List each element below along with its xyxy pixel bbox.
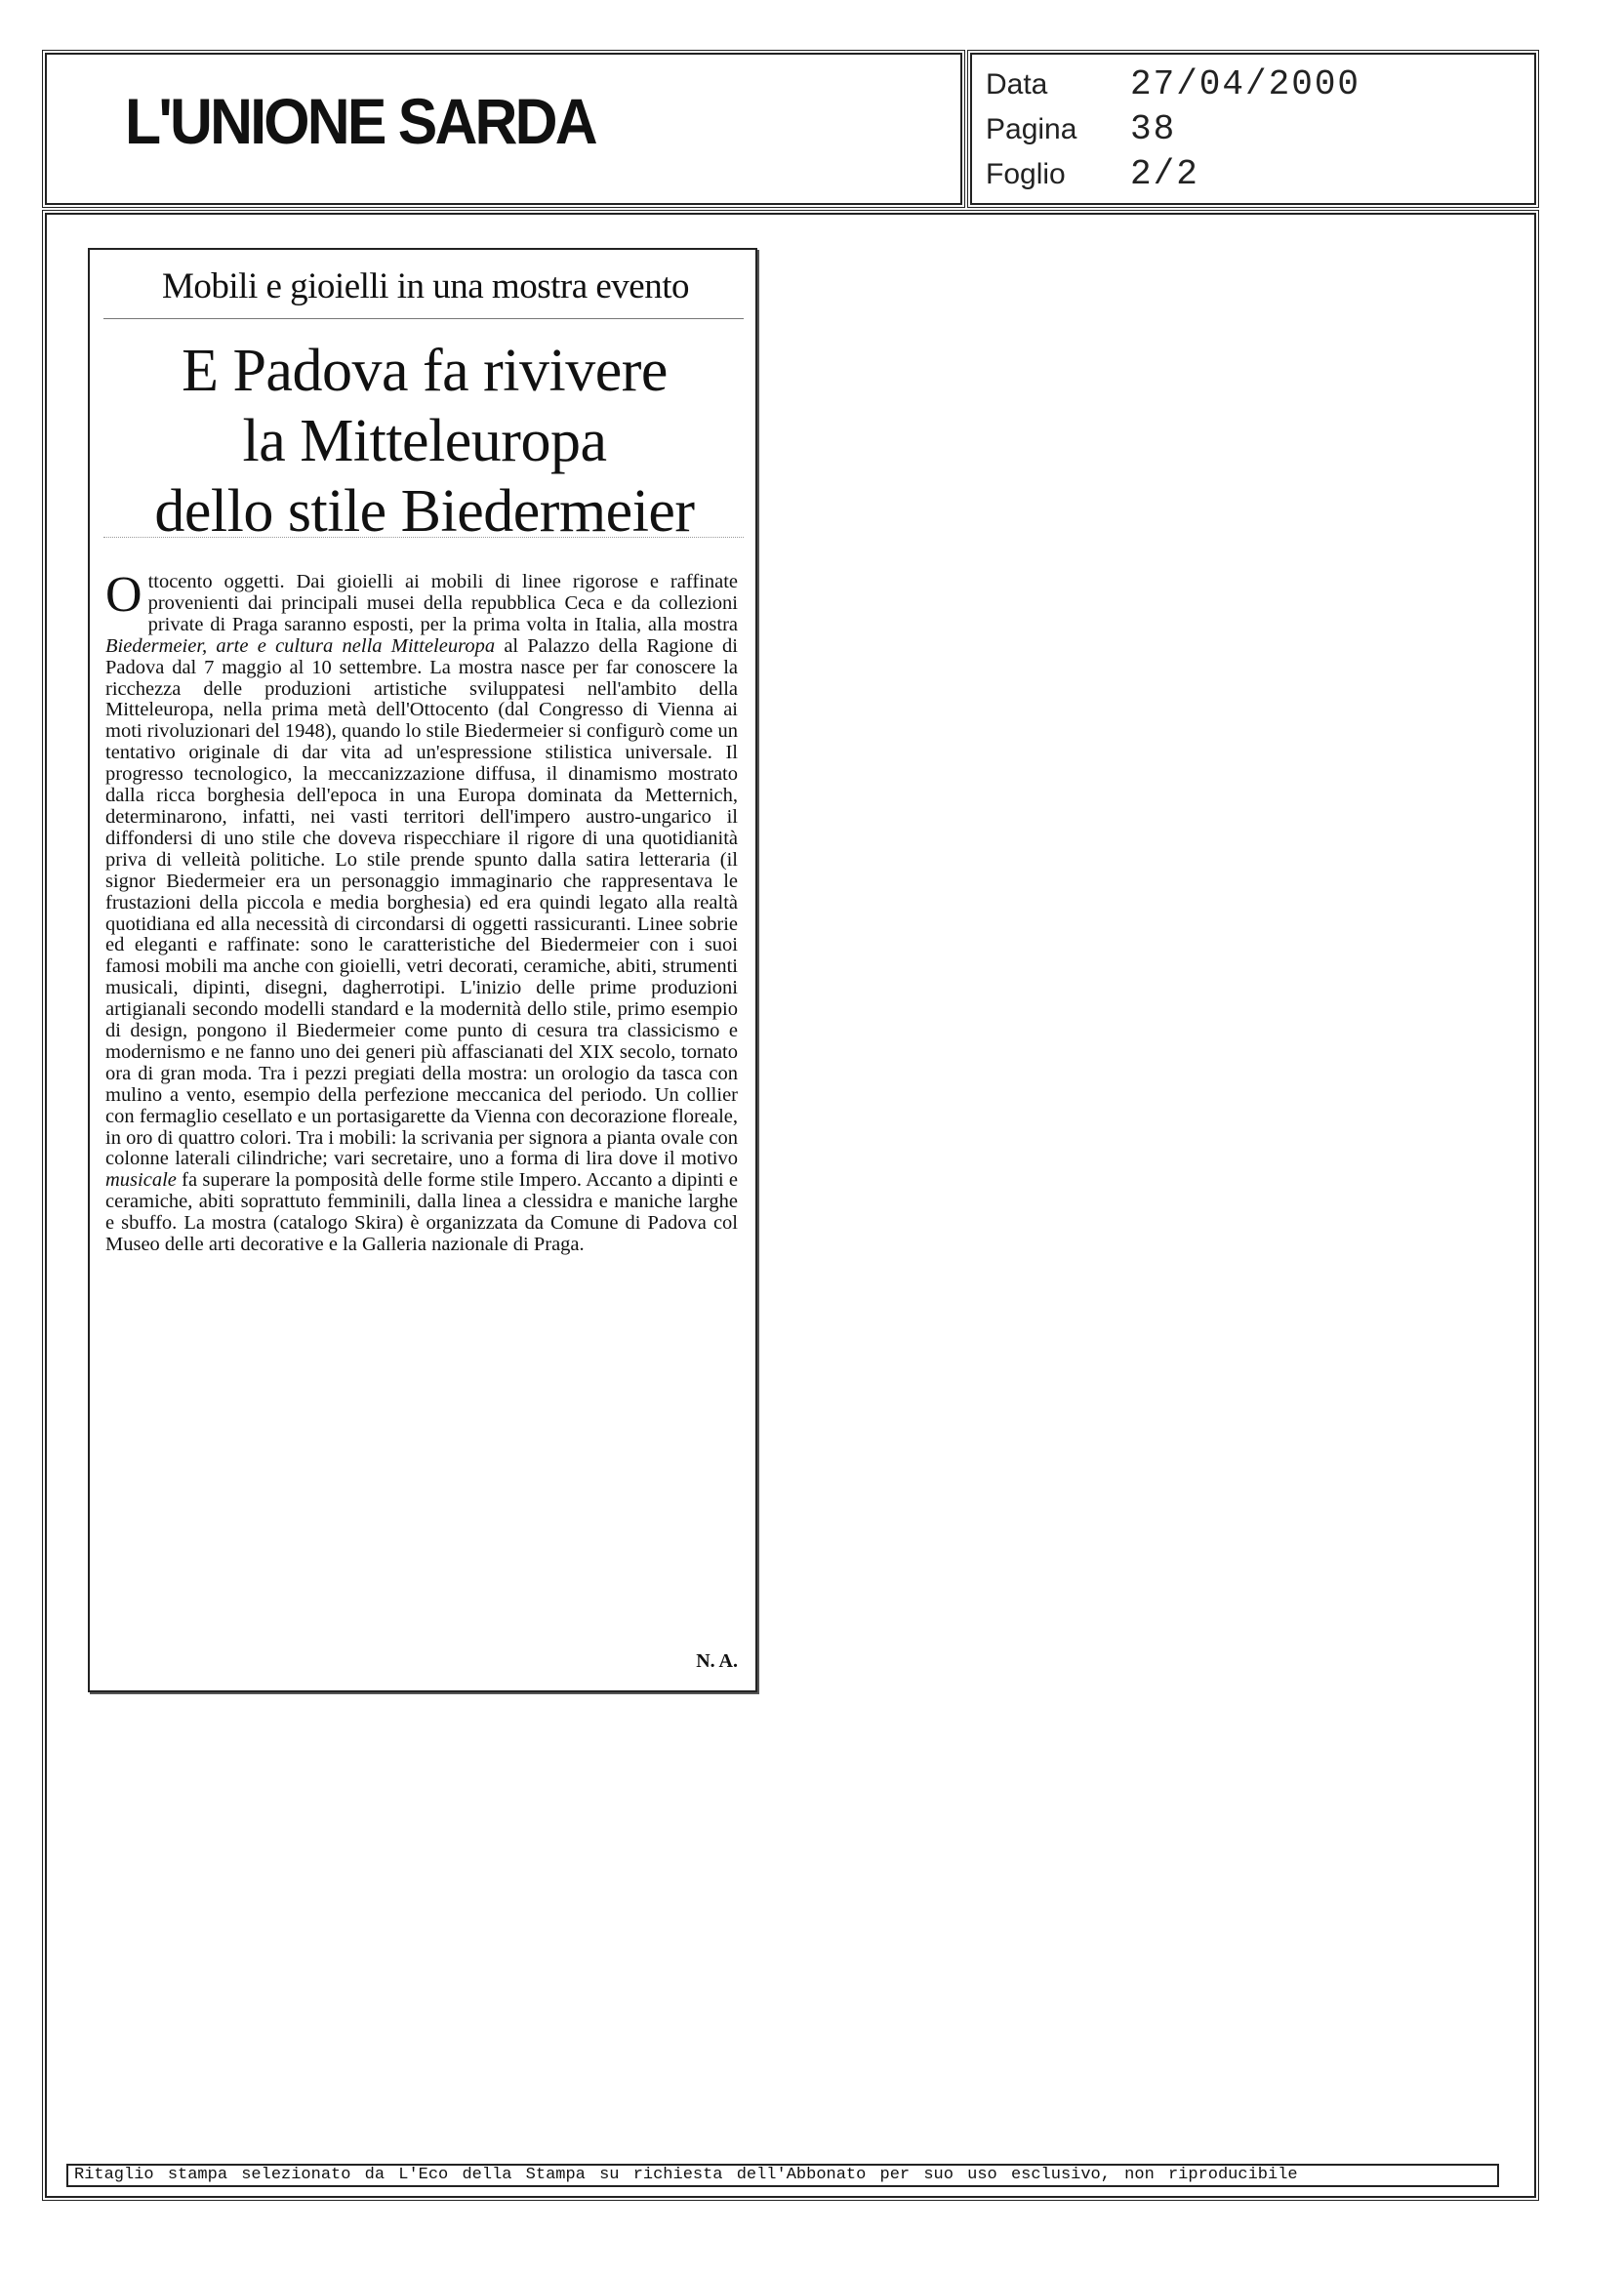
newspaper-masthead: L'UNIONE SARDA	[125, 85, 595, 157]
clipping-meta-box	[970, 53, 1536, 205]
press-clipping-notice: Ritaglio stampa selezionato da L'Eco della Stampa su richiesta dell'Abbonato per suo uso esclusivo, non riproducibile	[66, 2164, 1499, 2187]
meta-row-page	[986, 109, 1513, 152]
meta-row-sheet	[986, 154, 1513, 197]
article-body	[105, 567, 739, 1256]
article-clipping	[88, 248, 757, 1692]
headline-line: dello stile Biedermeier	[154, 478, 695, 545]
article-headline	[100, 336, 750, 547]
masthead-box	[45, 53, 962, 205]
body-text-lead: ttocento oggetti. Dai gioielli ai mobili di linee rigorose e raffinate provenienti dai principali musei della repubblica Ceca e da collezioni private di Praga saranno esposti, per la prima volta in Italia, alla mostra	[147, 571, 738, 635]
meta-value: 27/04/2000	[1130, 64, 1361, 104]
meta-label: Data	[986, 68, 1048, 101]
meta-label: Foglio	[986, 158, 1066, 190]
author-byline: N. A.	[696, 1650, 738, 1672]
meta-row-date	[986, 64, 1513, 107]
headline-line: E Padova fa rivivere	[182, 338, 668, 404]
body-text-mid: al Palazzo della Ragione di Padova dal 7 maggio al 10 settembre. La mostra nasce per far conoscere la ricchezza delle produzioni artistiche sviluppatesi nell'ambito della Mitteleuropa, nella prima metà dell'Ottocento (dal Congresso di Vienna ai moti rivoluzionari del 1948), quando lo stile Biedermeier si configurò come un tentativo originale di dar vita ad un'espressione stilistica universale. Il progresso tecnologico, la meccanizzazione diffusa, il dinamismo mostrato dalla ricca borghesia dell'epoca in una Europa dominata da Metternich, determinarono, infatti, nei vasti territori dell'impero austro-ungarico il diffondersi di uno stile che doveva rispecchiare il rigore di una quotidianità priva di velleità politiche. Lo stile prende spunto dalla satira letteraria (il signor Biedermeier era un personaggio immaginario che rappresentava le frustazioni della piccola e media borghesia) ed era quindi legato alla realtà quotidiana ed alla necessità di circondarsi di oggetti rassicuranti. Linee sobrie ed eleganti e raffinate: sono le caratteristiche del Biedermeier con i suoi famosi mobili ma anche con gioielli, vetri decorati, ceramiche, abiti, strumenti musicali, dipinti, disegni, dagherrotipi. L'inizio delle prime produzioni artigianali secondo modelli standard e la modernità dello stile, primo esempio di design, pongono il Biedermeier come punto di cesura tra classicismo e modernismo e ne fanno uno dei generi più affascianati del XIX secolo, tornato ora di gran moda. Tra i pezzi pregiati della mostra: un orologio da tasca con mulino a vento, esempio della perfezione meccanica del periodo. Un collier con fermaglio cesellato e un portasigarette da Vienna con decorazione floreale, in oro di quattro colori. Tra i mobili: la scrivania per signora a pianta ovale con colonne laterali cilindriche; vari secretaire, uno a forma di lira dove il motivo	[105, 634, 739, 1170]
meta-value: 38	[1130, 109, 1177, 149]
headline-divider	[103, 537, 744, 538]
article-kicker: Mobili e gioielli in una mostra evento	[161, 266, 689, 306]
drop-cap: O	[105, 567, 142, 623]
meta-label: Pagina	[986, 113, 1077, 145]
meta-value: 2/2	[1130, 154, 1199, 194]
kicker-divider	[103, 318, 744, 319]
headline-line: la Mitteleuropa	[242, 408, 607, 474]
exhibition-title: Biedermeier, arte e cultura nella Mitteleuropa	[105, 634, 496, 657]
italic-word: musicale	[105, 1169, 177, 1192]
body-text-tail: fa superare la pomposità delle forme stile Impero. Accanto a dipinti e ceramiche, abiti soprattuto femminili, dalla linea a clessidra e maniche larghe e sbuffo. La mostra (catalogo Skira) è organizzata da Comune di Padova col Museo delle arti decorative e la Galleria nazionale di Praga.	[105, 1169, 738, 1256]
